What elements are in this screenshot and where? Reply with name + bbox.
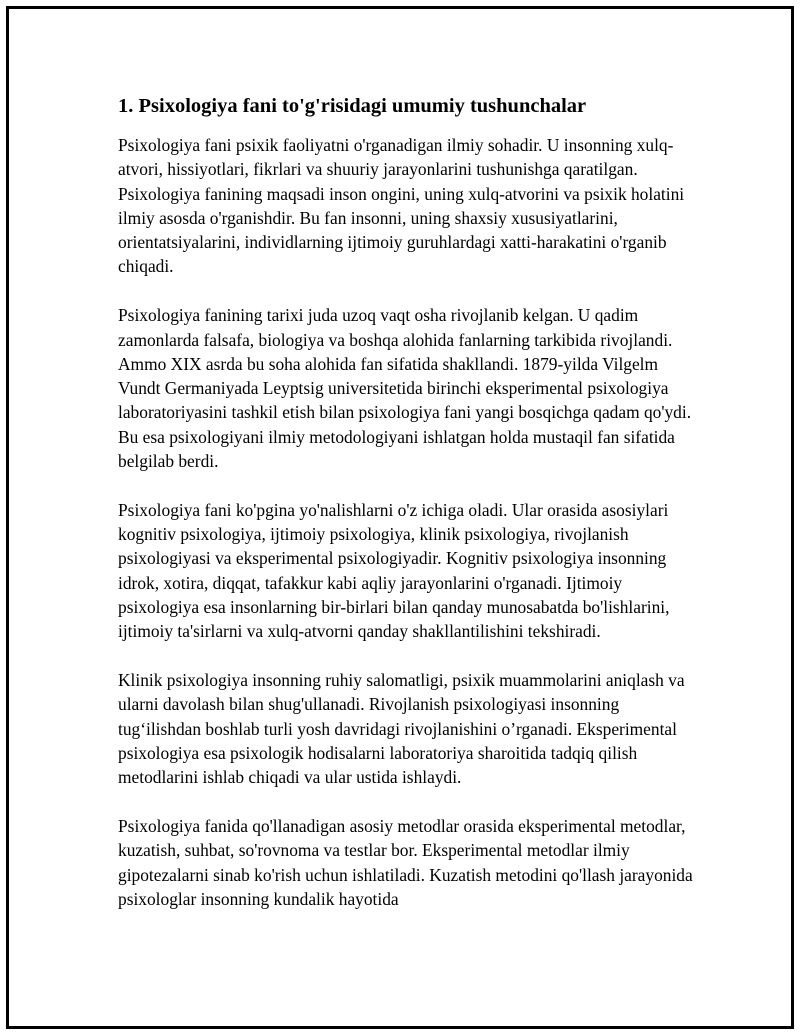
paragraph-clinical: Klinik psixologiya insonning ruhiy salomatligi, psixik muammolarini aniqlash va ularni davolash bilan shug'ullanadi. Rivojlanish psixologiyasi insonning tug‘ilishdan boshlab turli yosh davridagi rivojlanishini o’rganadi. Eksperimental psixologiya esa psixologik hodisalarni laboratoriya sharoitida tadqiq qilish metodlarini ishlab chiqadi va ular ustida ishlaydi. [118,670,685,788]
paragraph-methods: Psixologiya fanida qo'llanadigan asosiy metodlar orasida eksperimental metodlar, kuzatish, suhbat, so'rovnoma va testlar bor. Eksperimental metodlar ilmiy gipotezalarni sinab ko'rish uchun ishlatiladi. Kuzatish metodini qo'llash jarayonida psixologlar insonning kundalik hayotida [118,816,693,910]
document-body [118,91,698,936]
paragraph-branches: Psixologiya fani ko'pgina yo'nalishlarni o'z ichiga oladi. Ular orasida asosiylari kognitiv psixologiya, ijtimoiy psixologiya, klinik psixologiya, rivojlanish psixologiyasi va eksperimental psixologiyadir. Kognitiv psixologiya insonning idrok, xotira, diqqat, tafakkur kabi aqliy jarayonlarini o'rganadi. Ijtimoiy psixologiya esa insonlarning bir-birlari bilan qanday munosabatda bo'lishlarini, ijtimoiy ta'sirlarni va xulq-atvorni qanday shakllantilishini tekshiradi. [118,499,670,642]
section-heading: 1. Psixologiya fani to'g'risidagi umumiy tushunchalar [118,95,587,117]
paragraph-history: Psixologiya fanining tarixi juda uzoq vaqt osha rivojlanib kelgan. U qadim zamonlarda falsafa, biologiya va boshqa alohida fanlarning tarkibida rivojlandi. Ammo XIX asrda bu soha alohida fan sifatida shakllandi. 1879-yilda Vilgelm Vundt Germaniyada Leyptsig universitetida birinchi eksperimental psixologiya laboratoriyasini tashkil etish bilan psixologiya fani yangi bosqichga qadam qo'ydi. Bu esa psixologiyani ilmiy metodologiyani ishlatgan holda mustaqil fan sifatida belgilab berdi. [118,305,692,472]
paragraph-definition: Psixologiya fani psixik faoliyatni o'rganadigan ilmiy sohadir. U insonning xulq-atvori, hissiyotlari, fikrlari va shuuriy jarayonlarini tushunishga qaratilgan. Psixologiya fanining maqsadi inson ongini, uning xulq-atvorini va psixik holatini ilmiy asosda o'rganishdir. Bu fan insonni, uning shaxsiy xususiyatlarini, orientatsiyalarini, individlarning ijtimoiy guruhlardagi xatti-harakatini o'rganib chiqadi. [118,135,685,277]
